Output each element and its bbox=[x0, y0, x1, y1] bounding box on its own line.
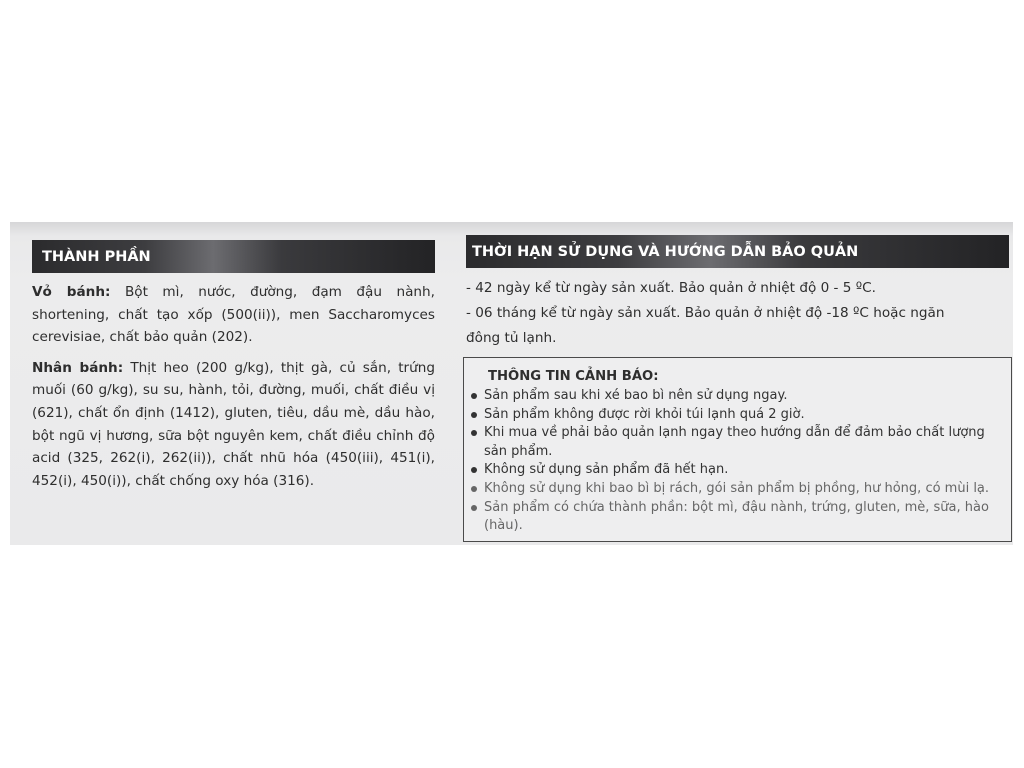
warning-text: Không sử dụng khi bao bì bị rách, gói sản phẩm bị phồng, hư hỏng, có mùi lạ. bbox=[484, 480, 990, 496]
usage-line-1: - 42 ngày kể từ ngày sản xuất. Bảo quản ở nhiệt độ 0 - 5 ºC. bbox=[466, 280, 876, 296]
bullet-icon bbox=[471, 486, 477, 492]
bullet-icon bbox=[471, 393, 477, 399]
usage-line-3: đông tủ lạnh. bbox=[466, 330, 557, 346]
ingredients-heading: THÀNH PHẦN bbox=[32, 240, 435, 273]
filling-lead: Nhân bánh: bbox=[32, 359, 124, 376]
warning-item bbox=[470, 480, 1001, 499]
warning-title: THÔNG TIN CẢNH BÁO: bbox=[488, 369, 659, 384]
filling-text: Thịt heo (200 g/kg), thịt gà, củ sắn, trứng muối (60 g/kg), su su, hành, tỏi, đường, muối, chất điều vị (621), chất ổn định (1412), gluten, tiêu, dầu mè, dầu hào, bột ngũ vị hương, sữa bột nguyên kem, chất điều chỉnh độ acid (325, 262(i), 262(ii)), chất nhũ hóa (450(iii), 451(i), 452(i), 450(i)), chất chống oxy hóa (316). bbox=[32, 359, 435, 489]
warning-item bbox=[470, 499, 1001, 536]
bullet-icon bbox=[471, 430, 477, 436]
bullet-icon bbox=[471, 412, 477, 418]
bullet-icon bbox=[471, 505, 477, 511]
ingredients-section bbox=[32, 240, 435, 492]
usage-text bbox=[466, 276, 1011, 351]
bullet-icon bbox=[471, 467, 477, 473]
warning-list bbox=[470, 387, 1001, 536]
warning-item bbox=[470, 461, 1001, 480]
usage-section bbox=[466, 235, 1011, 351]
usage-line-2: - 06 tháng kể từ ngày sản xuất. Bảo quản ở nhiệt độ -18 ºC hoặc ngăn bbox=[466, 305, 945, 321]
warning-text: Sản phẩm không được rời khỏi túi lạnh quá 2 giờ. bbox=[484, 406, 805, 422]
warning-item bbox=[470, 406, 1001, 425]
crust-paragraph bbox=[32, 281, 435, 349]
filling-paragraph bbox=[32, 357, 435, 493]
crust-lead: Vỏ bánh: bbox=[32, 284, 111, 300]
warning-item bbox=[470, 424, 1001, 461]
warning-text: Sản phẩm có chứa thành phần: bột mì, đậu nành, trứng, gluten, mè, sữa, hào (hàu). bbox=[484, 499, 989, 534]
warning-text: Sản phẩm sau khi xé bao bì nên sử dụng ngay. bbox=[484, 388, 788, 403]
warning-item bbox=[470, 387, 1001, 406]
warning-box bbox=[463, 357, 1012, 542]
warning-text: Khi mua về phải bảo quản lạnh ngay theo hướng dẫn để đảm bảo chất lượng sản phẩm. bbox=[484, 425, 985, 459]
crust-text: Bột mì, nước, đường, đạm đậu nành, shortening, chất tạo xốp (500(ii)), men Saccharomyces cerevisiae, chất bảo quản (202). bbox=[32, 284, 435, 346]
usage-heading: THỜI HẠN SỬ DỤNG VÀ HƯỚNG DẪN BẢO QUẢN bbox=[466, 235, 1009, 268]
warning-text: Không sử dụng sản phẩm đã hết hạn. bbox=[484, 462, 729, 478]
